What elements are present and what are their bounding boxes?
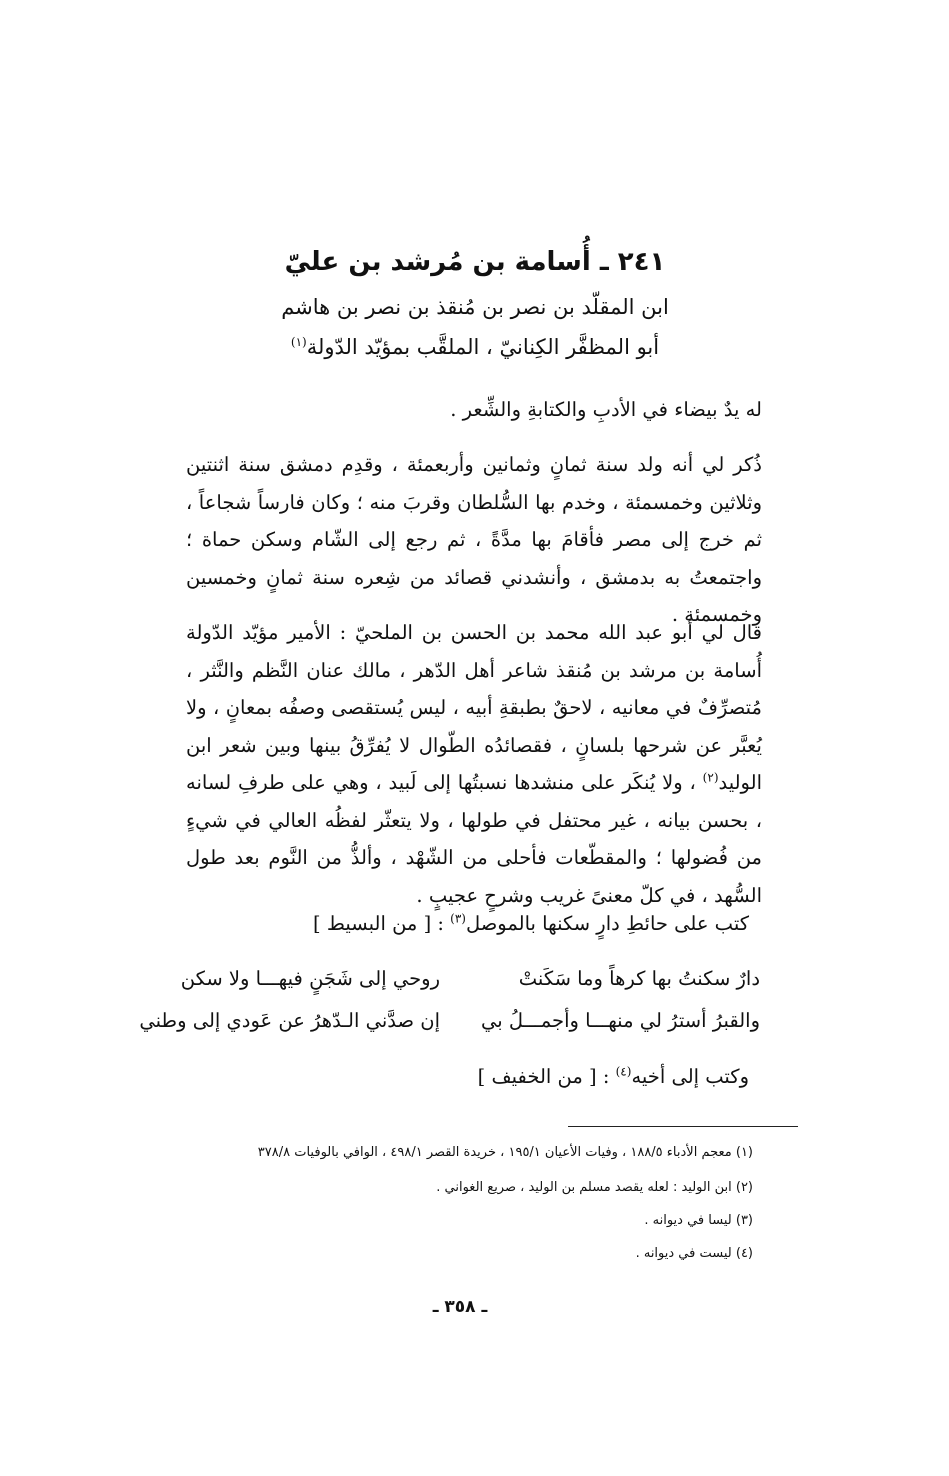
paragraph-1: له يدٌ بيضاء في الأدبِ والكتابةِ والشِّعر . bbox=[450, 398, 762, 421]
verse-hemistich-second: إن صدَّني الـدّهرُ عن عَودي إلى وطني bbox=[139, 1009, 440, 1032]
footnote-marker: (٣) bbox=[450, 911, 466, 926]
footnote: (٤) ليست في ديوانه . bbox=[635, 1246, 753, 1261]
paragraph-2: ذُكر لي أنه ولد سنة ثمانٍ وثمانين وأربعمئة ، وقدِم دمشق سنة اثنتين وثلاثين وخمسمئة ، وخدم بها السُّلطان وقربَ منه ؛ وكان فارساً شجاعاً ، ثم خرج إلى مصر فأقامَ بها مدَّةً ، ثم رجع إلى الشّام وسكن حماة ؛ واجتمعتُ به بدمشق ، وأنشدني قصائد من شِعره سنة ثمانٍ وخمسين وخمسمئة . bbox=[186, 453, 762, 626]
verse-line bbox=[139, 1003, 760, 1039]
verse-intro-2: وكتب إلى أخيه$^{(٤)}$ : [ من الخفيف ] bbox=[477, 1064, 749, 1088]
footnote: (١) معجم الأدباء ١٨٨/٥ ، وفيات الأعيان ١٩٥/١ ، خريدة القصر ٤٩٨/١ ، الوافي بالوفيات ٣٧٨/٨ bbox=[257, 1145, 753, 1160]
verse-hemistich-first: دارٌ سكنتُ بها كرهاً وما سَكَنتْ bbox=[518, 967, 760, 990]
page-number: ـ ٣٥٨ ـ bbox=[432, 1297, 488, 1317]
lineage-line: ابن المقلّد بن نصر بن مُنقذ بن نصر بن هاشم bbox=[281, 295, 669, 319]
kunya-line: أبو المظفَّر الكِنانيّ ، الملقَّب بمؤيّد الدّولة$^{(١)}$ bbox=[290, 335, 660, 359]
verse-line bbox=[160, 961, 760, 997]
paragraph-3: قال لي أبو عبد الله محمد بن الحسن بن الملحيّ : الأمير مؤيّد الدّولة أُسامة بن مرشد بن مُنقذ شاعر أهل الدّهر ، مالك عنان النَّظم والنَّثر ، مُتصرِّفٌ في معانيه ، لاحقٌ بطبقةِ أبيه ، ليس يُستقصى وصفُه بمعانٍ ، ولا يُعبَّر عن شرحها بلسانٍ ، فقصائدُه الطّوال لا يُفرِّقُ بينها وبين شعر ابن الوليد$^{(٢)}$ ، ولا يُنكَر على منشدها نسبتُها إلى لَبيد ، وهي على طرفِ لسانه ، بحسن بيانه ، غير محتفل في طولها ، ولا يتعثّر لفظُه العالي في شيءٍ من فُضولها ؛ والمقطّعات فأحلى من الشّهْد ، وألذُّ من النَّوم بعد طول السُّهد ، في كلّ معنىً غريب وشرحٍ عجيبٍ . bbox=[186, 621, 762, 907]
verse-hemistich-second: روحي إلى شَجَنٍ فيهـــا ولا سكن bbox=[180, 967, 440, 990]
footnote-marker: (١) bbox=[290, 335, 307, 349]
footnote-divider bbox=[568, 1126, 798, 1127]
footnote-marker: (٤) bbox=[615, 1064, 632, 1079]
verse-intro-1: كتب على حائطِ دارٍ سكنها بالموصل$^{(٣)}$ : [ من البسيط ] bbox=[313, 911, 749, 935]
footnote: (٢) ابن الوليد : لعله يقصد مسلم بن الوليد ، صريع الغواني . bbox=[436, 1180, 753, 1195]
footnote-marker: (٢) bbox=[702, 770, 719, 785]
entry-title: ٢٤١ ـ أُسامة بن مُرشد بن عليّ bbox=[284, 247, 666, 277]
footnote: (٣) ليسا في ديوانه . bbox=[644, 1213, 753, 1228]
verse-hemistich-first: والقبرُ أسترُ لي منهـــا وأجمـــلُ بي bbox=[480, 1009, 760, 1032]
